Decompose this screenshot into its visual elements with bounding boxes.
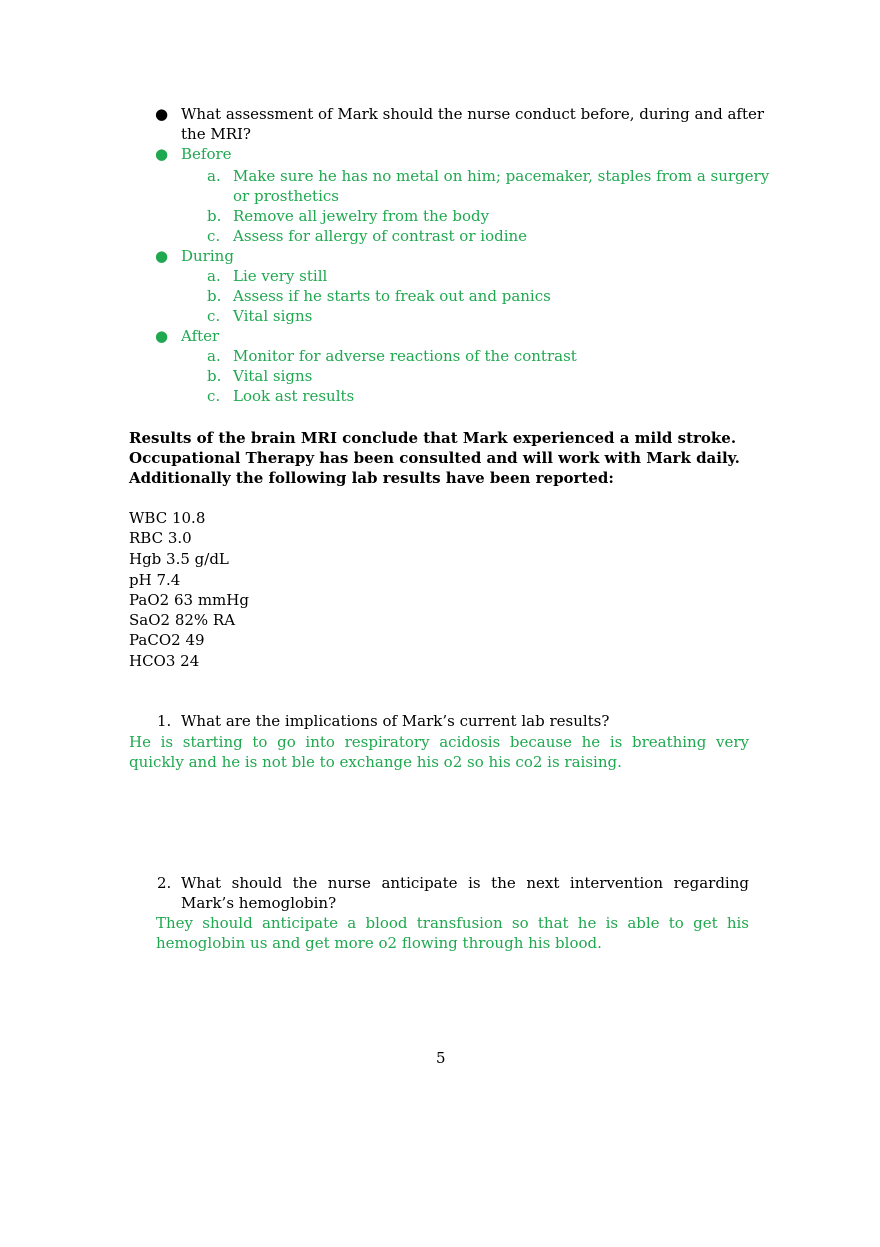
results-paragraph-line2: Occupational Therapy has been consulted and will work with Mark daily. <box>129 449 740 467</box>
lab-result: Hgb 3.5 g/dL <box>129 550 229 568</box>
list-item: Remove all jewelry from the body <box>233 207 490 225</box>
list-item: Make sure he has no metal on him; pacemaker, staples from a surgery <box>233 167 770 185</box>
list-item: Monitor for adverse reactions of the contrast <box>233 347 577 365</box>
list-item: Assess if he starts to freak out and panics <box>233 287 551 305</box>
bullet-icon: ● <box>155 145 169 163</box>
assessment-question-line1: What assessment of Mark should the nurse conduct before, during and after <box>181 105 765 123</box>
lab-result: RBC 3.0 <box>129 529 192 547</box>
list-item: Vital signs <box>233 367 313 385</box>
list-item: Assess for allergy of contrast or iodine <box>233 227 528 245</box>
bullet-icon: ● <box>155 247 169 265</box>
list-marker: a. <box>207 347 221 365</box>
question1-number: 1. <box>157 712 172 730</box>
after-heading: After <box>181 327 220 345</box>
lab-result: SaO2 82% RA <box>129 611 236 629</box>
list-item: Vital signs <box>233 307 313 325</box>
page-number: 5 <box>436 1049 446 1067</box>
list-item: Lie very still <box>233 267 328 285</box>
lab-result: PaCO2 49 <box>129 631 205 649</box>
results-paragraph-line1: Results of the brain MRI conclude that Mark experienced a mild stroke. <box>129 429 737 447</box>
question2-answer: They should anticipate a blood transfusion so that he is able to get his hemoglobin us and get more o2 flowing through his blood. <box>156 914 749 952</box>
question2-number: 2. <box>157 874 172 892</box>
bullet-icon: ● <box>155 327 169 345</box>
before-heading: Before <box>181 145 232 163</box>
list-marker: a. <box>207 167 221 185</box>
lab-result: PaO2 63 mmHg <box>129 591 249 609</box>
question1-answer: He is starting to go into respiratory acidosis because he is breathing very quickly and he is not ble to exchange his o2 so his co2 is raising. <box>129 733 749 771</box>
bullet-icon: ● <box>155 105 169 123</box>
list-item: Look ast results <box>233 387 355 405</box>
lab-result: pH 7.4 <box>129 571 181 589</box>
list-marker: c. <box>207 387 221 405</box>
list-item-continuation: or prosthetics <box>233 187 339 205</box>
list-marker: a. <box>207 267 221 285</box>
assessment-question-line2: the MRI? <box>181 125 251 143</box>
list-marker: b. <box>207 207 222 225</box>
lab-result: WBC 10.8 <box>129 509 206 527</box>
list-marker: c. <box>207 227 221 245</box>
list-marker: c. <box>207 307 221 325</box>
results-paragraph-line3: Additionally the following lab results have been reported: <box>129 469 614 487</box>
lab-result: HCO3 24 <box>129 652 200 670</box>
question2-text: What should the nurse anticipate is the next intervention regarding Mark’s hemoglobin? <box>181 874 749 912</box>
during-heading: During <box>181 247 234 265</box>
list-marker: b. <box>207 287 222 305</box>
list-marker: b. <box>207 367 222 385</box>
question1-text: What are the implications of Mark’s current lab results? <box>181 712 610 730</box>
